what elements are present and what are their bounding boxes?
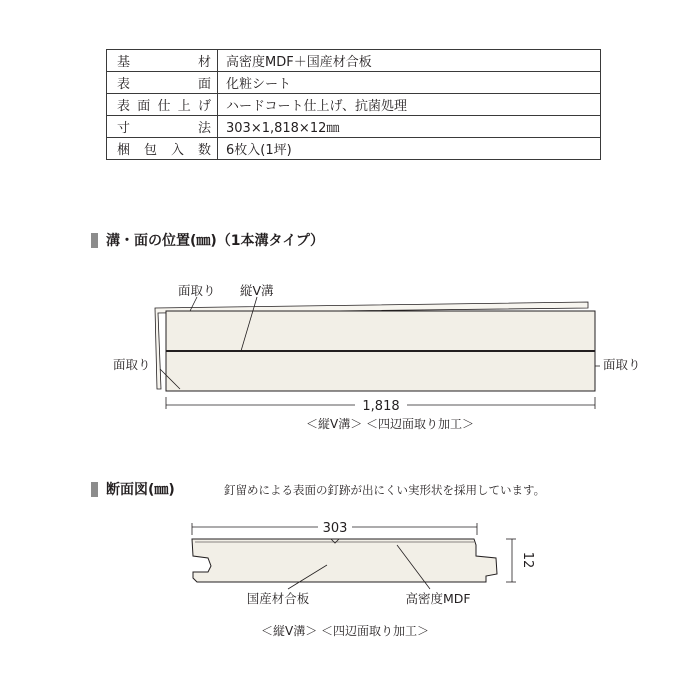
spec-value: ハードコート仕上げ、抗菌処理: [218, 94, 601, 116]
section-heading-text: 断面図(㎜): [106, 482, 175, 498]
processing-caption: ＜縦V溝＞ ＜四辺面取り加工＞: [305, 417, 475, 431]
spec-label: 表面: [107, 72, 218, 94]
spec-value: 303×1,818×12㎜: [218, 116, 601, 138]
length-dimension-label: 1,818: [362, 399, 400, 414]
cross-section-note: 釘留めによる表面の釘跡が出にくい実形状を採用しています。: [224, 483, 546, 497]
chamfer-label: 面取り: [603, 357, 641, 372]
spec-value: 6枚入(1坪): [218, 138, 601, 160]
spec-label: 表面仕上げ: [107, 94, 218, 116]
groove-label: 縦V溝: [240, 283, 274, 298]
spec-row: [107, 116, 601, 138]
spec-label: 梱包入数: [107, 138, 218, 160]
thickness-dimension-label: 12: [520, 551, 535, 569]
processing-caption: ＜縦V溝＞ ＜四辺面取り加工＞: [260, 624, 430, 638]
spec-value: 化粧シート: [218, 72, 601, 94]
chamfer-label: 面取り: [178, 283, 216, 298]
width-dimension-label: 303: [322, 521, 348, 536]
board-top-view-diagram: [0, 270, 700, 440]
spec-table: [106, 49, 601, 160]
mdf-label: 高密度MDF: [405, 591, 471, 606]
plywood-label: 国産材合板: [246, 591, 310, 606]
spec-row: [107, 72, 601, 94]
section-heading-cross-section: [91, 479, 175, 499]
spec-row: [107, 138, 601, 160]
spec-value: 高密度MDF＋国産材合板: [218, 50, 601, 72]
spec-row: [107, 94, 601, 116]
spec-label: 寸法: [107, 116, 218, 138]
chamfer-label: 面取り: [113, 357, 151, 372]
spec-label: 基材: [107, 50, 218, 72]
cross-section-diagram: [0, 505, 700, 645]
heading-bar-icon: [91, 482, 98, 497]
board-profile: [192, 539, 497, 582]
section-heading-text: 溝・面の位置(㎜)（1本溝タイプ）: [106, 233, 324, 249]
spec-row: [107, 50, 601, 72]
section-heading-groove: [91, 230, 324, 250]
heading-bar-icon: [91, 233, 98, 248]
